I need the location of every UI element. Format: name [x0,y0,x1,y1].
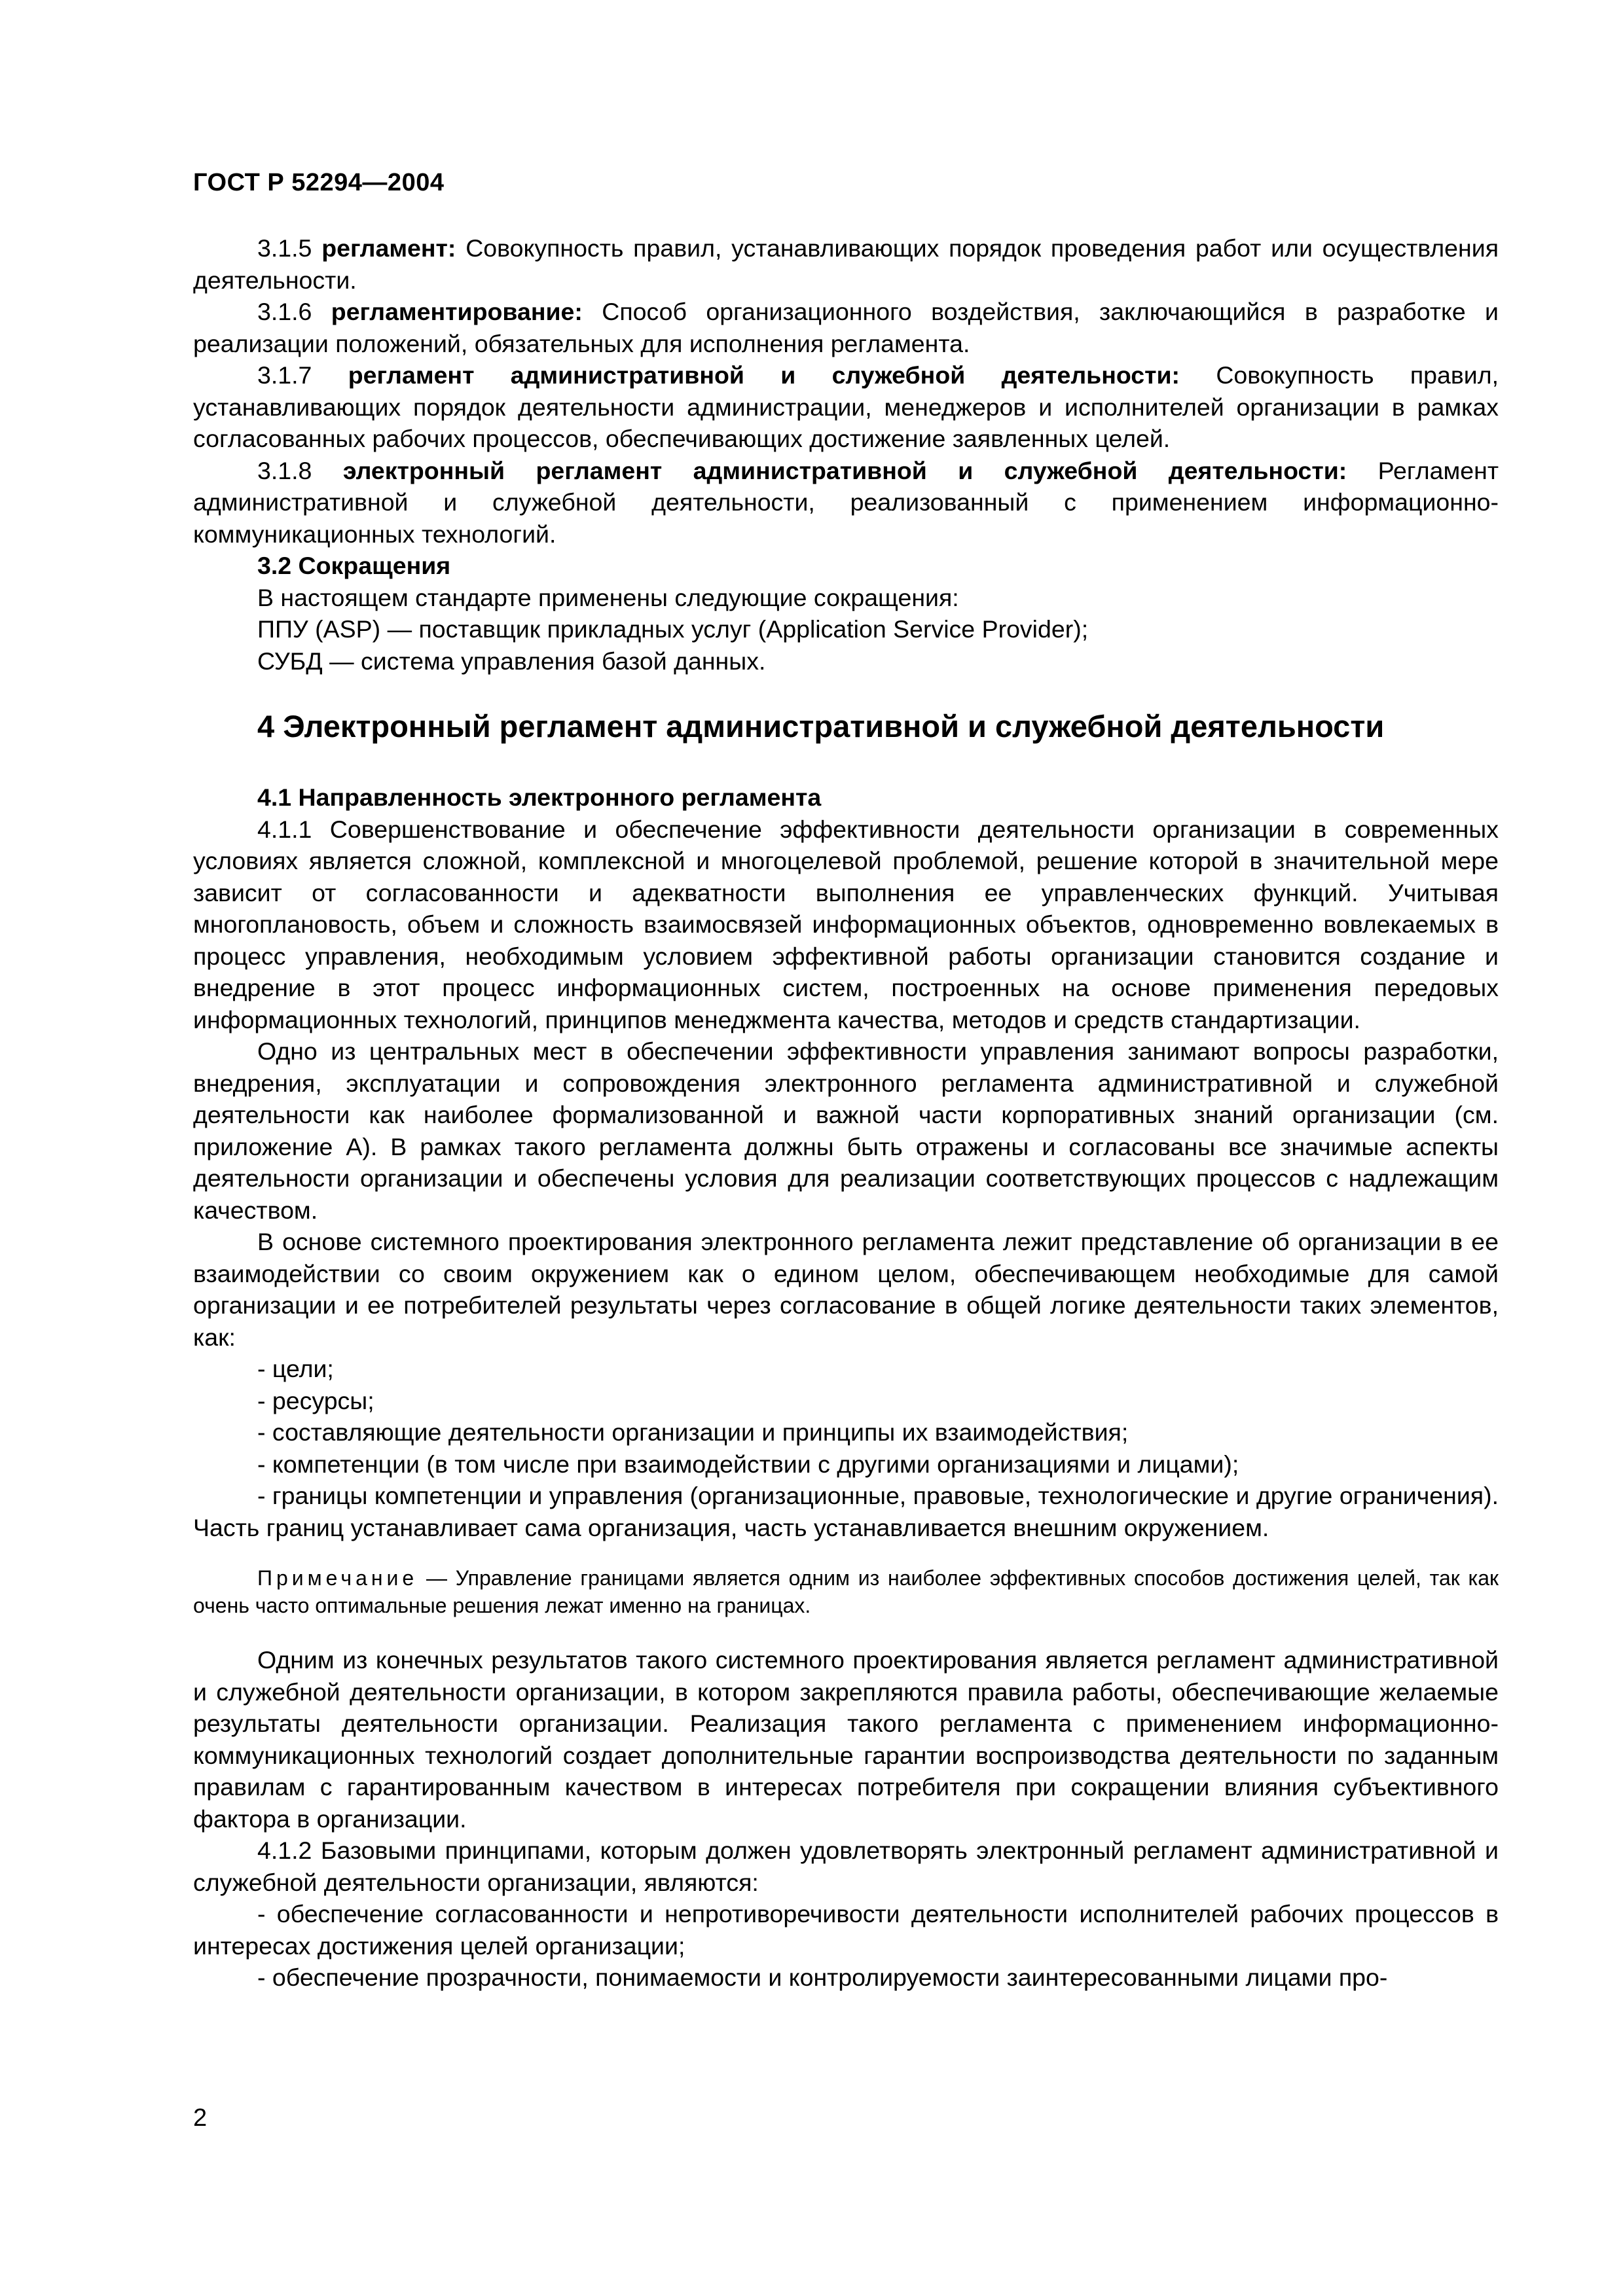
paragraph: Одно из центральных мест в обеспечении эффективности управления занимают вопросы разработки, внедрения, эксплуатации и сопровождения электронного регламента административной и служебной деятельности как наиболее формализованной и важной части корпоративных знаний организации (см. приложение А). В рамках такого регламента должны быть отражены и согласованы все значимые аспекты деятельности организации и обеспечены условия для реализации соответствующих процессов с надлежащим качеством. [193,1037,1499,1224]
list-item: - цели; [257,1355,334,1382]
note-text: — Управление границами является одним из наиболее эффективных способов достижения целей, так как очень часто оптимальные решения лежат именно на границах. [193,1566,1499,1617]
list-item: - ресурсы; [257,1386,374,1414]
list-item: - составляющие деятельности организации и принципы их взаимодействия; [257,1418,1129,1446]
term-definition: Совокупность правил, устанавливающих порядок деятельности администрации, менеджеров и исполнителей организации в рамках согласованных рабочих процессов, обеспечивающих достижение заявленных целей. [193,361,1499,452]
abbreviations-heading: 3.2 Сокращения [257,552,451,579]
list-item: - обеспечение согласованности и непротиворечивости деятельности исполнителей рабочих процессов в интересах достижения целей организации; [193,1900,1499,1960]
term-number: 3.1.8 [257,456,312,484]
paragraph-4-1-1: 4.1.1 Совершенствование и обеспечение эффективности деятельности организации в современных условиях является сложной, комплексной и многоцелевой проблемой, решение которой в значительной мере зависит от согласованности и адекватности выполнения ее управленческих функций. Учитывая многоплановость, объем и сложность взаимосвязей информационных объектов, одновременно вовлекаемых в процесс управления, необходимым условием эффективной работы организации становится создание и внедрение в этот процесс информационных систем, построенных на основе применения передовых информационных технологий, принципов менеджмента качества, методов и средств стандартизации. [193,815,1499,1033]
section-4-heading: 4 Электронный регламент административной и служебной деятельности [257,709,1385,744]
page-content [193,232,1499,1994]
term-3-1-7 [193,359,1499,455]
abbreviations-intro: В настоящем стандарте применены следующие сокращения: [257,583,959,611]
term-number: 3.1.5 [257,234,312,262]
term-number: 3.1.7 [257,361,312,389]
document-header: ГОСТ Р 52294—2004 [193,169,445,196]
term-3-1-8 [193,455,1499,550]
paragraph: Одним из конечных результатов такого системного проектирования является регламент административной и служебной деятельности организации, в котором закрепляются правила работы, обеспечивающие желаемые результаты деятельности организации. Реализация такого регламента с применением информационно-коммуникационных технологий создает дополнительные гарантии воспроизводства деятельности по заданным правилам с гарантированным качеством в интересах потребителя при сокращении влияния субъективного фактора в организации. [193,1646,1499,1833]
abbreviation-item: СУБД — система управления базой данных. [257,647,766,675]
paragraph: В основе системного проектирования электронного регламента лежит представление об организации в ее взаимодействии со своим окружением как о едином целом, обеспечивающем необходимые для самой организации и ее потребителей результаты через согласование в общей логике деятельности таких элементов, как: [193,1228,1499,1351]
paragraph-4-1-2: 4.1.2 Базовыми принципами, которым должен удовлетворять электронный регламент административной и служебной деятельности организации, являются: [193,1837,1499,1896]
term-definition: Способ организационного воздействия, заключающийся в разработке и реализации положений, обязательных для исполнения регламента. [193,298,1499,357]
term-3-1-6 [193,296,1499,359]
section-4-1-heading: 4.1 Направленность электронного регламента [257,783,822,811]
list-item: - границы компетенции и управления (организационные, правовые, технологические и другие ограничения). Часть границ устанавливает сама организация, часть устанавливается внешним окружением. [193,1482,1499,1541]
term-name: регламентирование: [331,298,583,325]
term-definition: Совокупность правил, устанавливающих порядок проведения работ или осуществления деятельности. [193,234,1499,294]
term-name: электронный регламент административной и служебной деятельности: [342,456,1347,484]
page-number: 2 [193,2104,208,2132]
term-name: регламент: [321,234,456,262]
note [193,1564,1499,1619]
note-label: Примечание [257,1566,418,1590]
list-item: - компетенции (в том числе при взаимодействии с другими организациями и лицами); [257,1450,1239,1478]
list-item: - обеспечение прозрачности, понимаемости и контролируемости заинтересованными лицами про- [257,1964,1388,1991]
term-number: 3.1.6 [257,298,312,325]
term-3-1-5 [193,232,1499,296]
abbreviation-item: ППУ (ASP) — поставщик прикладных услуг (Application Service Provider); [257,615,1089,643]
term-name: регламент административной и служебной деятельности: [348,361,1180,389]
term-definition: Регламент административной и служебной деятельности, реализованный с применением информационно-коммуникационных технологий. [193,456,1499,548]
